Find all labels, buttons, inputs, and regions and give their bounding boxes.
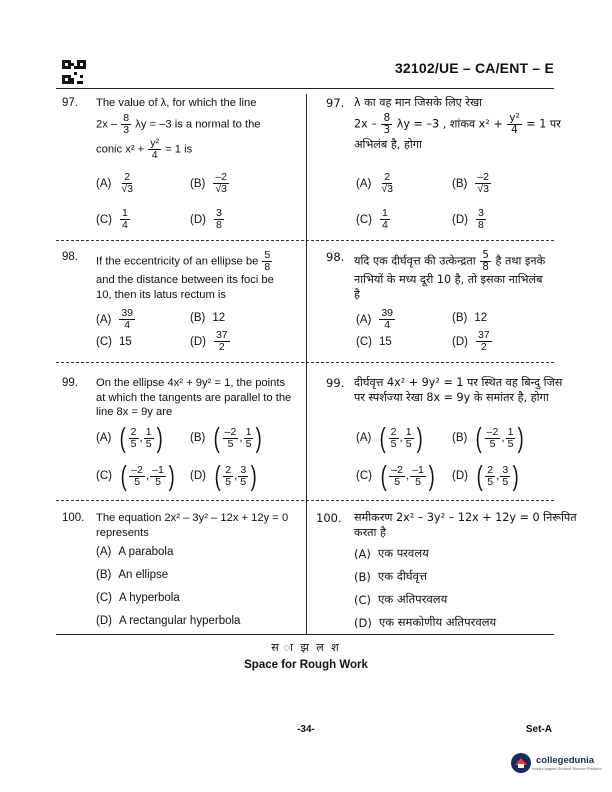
option-97d-hi[interactable]: (D) $\frac{3}{8}$	[452, 207, 484, 231]
collegedunia-logo-icon	[510, 752, 532, 774]
option-97b-hi[interactable]: (B) $\frac{-2}{√3}$	[452, 171, 490, 195]
coordinate-pair: ( $\frac{-2}{5}$ , $\frac{-1}{5}$ )	[380, 460, 435, 491]
exam-page: 32102/UE – CA/ENT – E 97. The value of λ, for which the line 2x – $\frac{8}{3}$ λy = –3 is a normal to the conic x² + $\frac{\text{y²}}{4}$ = 1 is (A) $\frac{2}{√3}$ (B) $\frac{-2}{√3}$ (C) $\frac{1}{4}$ (D) $\frac{3}{8}$ 97. λ का वह मान जिसके लिए रेखा 2x – $\frac{8}{3}$ λy = –3 , शांकव x² + $\frac{\text{y²}}{4}$ = 1 पर अभिलंब है, होगा (A) $\frac{2}{√3}$ (B) $\frac{-2}{√3}$ (C) $\frac{1}{4}$ (D) $\frac{3}{8}$ 98. If the eccentricity of an ellipse be $\frac{5}{8}$ and the distance between its foci be 10, then its latus rectum is (A) $\frac{39}{4}$ (B) 12 (C) 15 (D) $\frac{37}{2}$ 98. यदि एक दीर्घवृत्त की उत्केन्द्रता $\frac{5}{8}$ है तथा इनके नाभियों के मध्य दूरी 10 है, तो इसका नाभिलंब है (A) $\frac{39}{4}$ (B) 12 (C) 15 (D) $\frac{37}{2}$ 99. On the ellipse 4x² + 9y² = 1, the points at which the tangents are parallel to the line 8x = 9y are 99. दीर्घवृत्त 4x² + 9y² = 1 पर स्थित वह बिन्दु जिस पर स्पर्शज्या रेखा 8x = 9y के समांतर है, होगा (A) ( $\frac{2}{5}$ , $\frac{1}{5}$ ) (B) ( $\frac{-2}{5}$ , $\frac{1}{5}$ ) (C) ( $\frac{-2}{5}$ , $\frac{-1}{5}$ ) (D) ( $\frac{2}{5}$ , $\frac{3}{5}$ ) (A) ( $\frac{2}{5}$ , $\frac{1}{5}$ ) (B) ( $\frac{-2}{5}$ , $\frac{1}{5}$ ) (C) ( $\frac{-2}{5}$ , $\frac{-1}{5}$ ) (D) ( $\frac{2}{5}$ , $\frac{3}{5}$ ) 100. The equation 2x² – 3y² – 12x + 12y = 0 represents (A) A parabola (B) An ellipse (C) A hyperbola (D) A rectangular hyperbola 100. समीकरण 2x² – 3y² – 12x + 12y = 0 निरूपित करता है (A) एक परवलय (B) एक दीर्घवृत्त (C) एक अतिपरवलय (D) एक समकोणीय अतिपरवलय स ा झ ल श Space for Rough Work -34- Set-A collegedunia India's largest Student Review Platform	[0, 0, 612, 792]
option-100c-en[interactable]: (C) A hyperbola	[96, 592, 180, 604]
question-number: 97.	[62, 97, 78, 109]
page-number: -34-	[297, 724, 315, 735]
option-98b-en[interactable]: (B) 12	[190, 312, 226, 324]
question-97-en: 97. The value of λ, for which the line 2x – $\frac{8}{3}$ λy = –3 is a normal to the conic x² + $\frac{\text{y²}}{4}$ = 1 is	[62, 97, 261, 161]
coordinate-pair: ( $\frac{-2}{5}$ , $\frac{-1}{5}$ )	[120, 460, 175, 491]
option-100a-hi[interactable]: (A) एक परवलय	[354, 546, 429, 561]
option-97a-en[interactable]: (A) $\frac{2}{√3}$	[96, 171, 133, 195]
footer-rule	[56, 634, 554, 635]
option-98d-hi[interactable]: (D) $\frac{37}{2}$	[452, 329, 490, 353]
separator	[56, 240, 554, 241]
option-99c-hi[interactable]: (C) ( $\frac{-2}{5}$ , $\frac{-1}{5}$ )	[356, 460, 435, 491]
option-97c-hi[interactable]: (C) $\frac{1}{4}$	[356, 207, 388, 231]
separator	[56, 500, 554, 501]
rough-work-label: Space for Rough Work	[244, 659, 368, 671]
option-99a-hi[interactable]: (A) ( $\frac{2}{5}$ , $\frac{1}{5}$ )	[356, 422, 423, 453]
coordinate-pair: ( $\frac{2}{5}$ , $\frac{1}{5}$ )	[379, 422, 423, 453]
collegedunia-logo: collegedunia India's largest Student Review Platform	[510, 752, 602, 774]
option-99c-en[interactable]: (C) ( $\frac{-2}{5}$ , $\frac{-1}{5}$ )	[96, 460, 175, 491]
option-98d-en[interactable]: (D) $\frac{37}{2}$	[190, 329, 228, 353]
fraction: $\frac{\text{y²}}{4}$	[150, 136, 160, 161]
coordinate-pair: ( $\frac{2}{5}$ , $\frac{3}{5}$ )	[476, 460, 519, 491]
option-97d-en[interactable]: (D) $\frac{3}{8}$	[190, 207, 222, 231]
rough-work-label-hindi: स ा झ ल श	[271, 641, 341, 654]
option-100a-en[interactable]: (A) A parabola	[96, 546, 174, 558]
qr-code-icon	[62, 60, 86, 84]
column-divider	[306, 94, 307, 634]
separator	[56, 362, 554, 363]
option-98b-hi[interactable]: (B) 12	[452, 312, 488, 324]
option-100b-hi[interactable]: (B) एक दीर्घवृत्त	[354, 569, 427, 584]
fraction: $\frac{8}{3}$	[123, 111, 130, 136]
option-98c-hi[interactable]: (C) 15	[356, 336, 392, 348]
set-label: Set-A	[525, 724, 552, 735]
question-97-hi: 97. λ का वह मान जिसके लिए रेखा 2x – $\frac{8}{3}$ λy = –3 , शांकव x² + $\frac{\text{y²}}{4}$ = 1 पर अभिलंब है, होगा	[326, 96, 561, 151]
option-97b-en[interactable]: (B) $\frac{-2}{√3}$	[190, 171, 228, 195]
coordinate-pair: ( $\frac{2}{5}$ , $\frac{3}{5}$ )	[214, 460, 257, 491]
option-99d-en[interactable]: (D) ( $\frac{2}{5}$ , $\frac{3}{5}$ )	[190, 460, 257, 491]
coordinate-pair: ( $\frac{-2}{5}$ , $\frac{1}{5}$ )	[475, 422, 525, 453]
option-97c-en[interactable]: (C) $\frac{1}{4}$	[96, 207, 128, 231]
option-99b-en[interactable]: (B) ( $\frac{-2}{5}$ , $\frac{1}{5}$ )	[190, 422, 263, 453]
option-100d-en[interactable]: (D) A rectangular hyperbola	[96, 615, 241, 627]
coordinate-pair: ( $\frac{-2}{5}$ , $\frac{1}{5}$ )	[213, 422, 263, 453]
option-99b-hi[interactable]: (B) ( $\frac{-2}{5}$ , $\frac{1}{5}$ )	[452, 422, 525, 453]
option-97a-hi[interactable]: (A) $\frac{2}{√3}$	[356, 171, 393, 195]
option-99a-en[interactable]: (A) ( $\frac{2}{5}$ , $\frac{1}{5}$ )	[96, 422, 163, 453]
header-rule	[56, 88, 554, 89]
coordinate-pair: ( $\frac{2}{5}$ , $\frac{1}{5}$ )	[119, 422, 163, 453]
option-100b-en[interactable]: (B) An ellipse	[96, 569, 169, 581]
option-98a-en[interactable]: (A) $\frac{39}{4}$	[96, 307, 134, 331]
option-100c-hi[interactable]: (C) एक अतिपरवलय	[354, 592, 448, 607]
option-100d-hi[interactable]: (D) एक समकोणीय अतिपरवलय	[354, 615, 497, 630]
paper-code: 32102/UE – CA/ENT – E	[394, 60, 554, 76]
option-99d-hi[interactable]: (D) ( $\frac{2}{5}$ , $\frac{3}{5}$ )	[452, 460, 519, 491]
option-98c-en[interactable]: (C) 15	[96, 336, 132, 348]
option-98a-hi[interactable]: (A) $\frac{39}{4}$	[356, 307, 394, 331]
